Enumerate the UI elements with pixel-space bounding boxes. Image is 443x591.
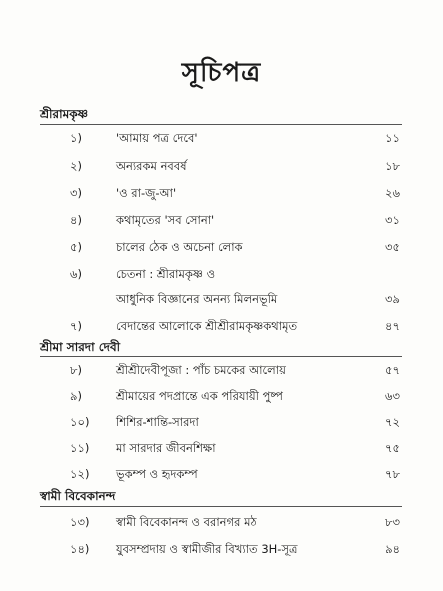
entry-number: ৭) xyxy=(70,319,82,333)
entry-number: ১৩) xyxy=(70,515,90,529)
section-divider xyxy=(40,356,402,357)
entry-page-number: ১১ xyxy=(385,131,400,145)
entry-page-number: ৩১ xyxy=(385,213,400,227)
entry-number: ৫) xyxy=(70,240,82,254)
entry-page-number: ৩৯ xyxy=(385,292,400,306)
toc-entry xyxy=(40,513,402,531)
toc-entry xyxy=(40,265,402,283)
entry-page-number: ৭৫ xyxy=(385,441,400,455)
section-divider xyxy=(40,124,402,125)
entry-title: যুবসম্প্রদায় ও স্বামীজীর বিখ্যাত 3H-সূত্র xyxy=(116,542,298,556)
entry-number: ১) xyxy=(70,131,82,145)
section-heading-ramakrishna: শ্রীরামকৃষ্ণ xyxy=(40,107,89,121)
entry-page-number: ২৬ xyxy=(385,186,400,200)
toc-entry xyxy=(40,129,402,147)
entry-title: চেতনা : শ্রীরামকৃষ্ণ ও xyxy=(116,267,216,281)
section-heading-sarada-devi: শ্রীমা সারদা দেবী xyxy=(40,340,121,354)
entry-number: ১০) xyxy=(70,415,90,429)
entry-title: স্বামী বিবেকানন্দ ও বরানগর মঠ xyxy=(116,515,257,529)
entry-page-number: ৬৩ xyxy=(385,389,400,403)
entry-title: আধুনিক বিজ্ঞানের অনন্য মিলনভূমি xyxy=(116,292,278,306)
entry-page-number: ১৮ xyxy=(385,159,400,173)
entry-number: ২) xyxy=(70,159,82,173)
page-title: সূচিপত্র xyxy=(181,58,262,88)
toc-entry xyxy=(40,238,402,256)
toc-entry xyxy=(40,465,402,483)
entry-title: 'ও রা-জু-আ' xyxy=(116,186,177,200)
toc-entry xyxy=(40,211,402,229)
entry-title: বেদান্তের আলোকে শ্রীশ্রীরামকৃষ্ণকথামৃত xyxy=(116,319,298,333)
toc-entry xyxy=(40,387,402,405)
entry-page-number: ৯৪ xyxy=(385,542,400,556)
toc-entry xyxy=(40,157,402,175)
entry-title: অন্যরকম নববর্ষ xyxy=(116,159,187,173)
entry-title: ভূকম্প ও হৃদকম্প xyxy=(116,467,198,481)
toc-entry xyxy=(40,439,402,457)
toc-entry xyxy=(40,317,402,335)
section-divider xyxy=(40,506,402,507)
entry-page-number: ৮৩ xyxy=(385,515,400,529)
entry-number: ৮) xyxy=(70,363,82,377)
entry-number: ১১) xyxy=(70,441,90,455)
toc-entry-continuation xyxy=(40,290,402,308)
entry-number: ৩) xyxy=(70,186,82,200)
entry-title: কথামৃতের 'সব সোনা' xyxy=(116,213,215,227)
entry-number: ১৪) xyxy=(70,542,90,556)
entry-page-number: ৫৭ xyxy=(385,363,400,377)
toc-entry xyxy=(40,540,402,558)
entry-number: ১২) xyxy=(70,467,90,481)
toc-entry xyxy=(40,184,402,202)
entry-title: মা সারদার জীবনশিক্ষা xyxy=(116,441,216,455)
toc-entry xyxy=(40,361,402,379)
entry-page-number: ৩৫ xyxy=(385,240,400,254)
entry-title: চালের ঠেক ও অচেনা লোক xyxy=(116,240,243,254)
entry-number: ৬) xyxy=(70,267,82,281)
entry-page-number: ৭৮ xyxy=(385,467,400,481)
entry-title: শিশির-শান্তি-সারদা xyxy=(116,415,199,429)
entry-title: শ্রীশ্রীদেবীপূজা : পাঁচ চমকের আলোয় xyxy=(116,363,286,377)
entry-title: শ্রীমায়ের পদপ্রান্তে এক পরিযায়ী পুষ্প xyxy=(116,389,283,403)
entry-page-number: ৭২ xyxy=(385,415,400,429)
entry-title: 'আমায় পত্র দেবে' xyxy=(116,131,198,145)
toc-entry xyxy=(40,413,402,431)
entry-page-number: ৪৭ xyxy=(385,319,400,333)
entry-number: ৪) xyxy=(70,213,82,227)
entry-number: ৯) xyxy=(70,389,82,403)
section-heading-vivekananda: স্বামী বিবেকানন্দ xyxy=(40,489,116,503)
